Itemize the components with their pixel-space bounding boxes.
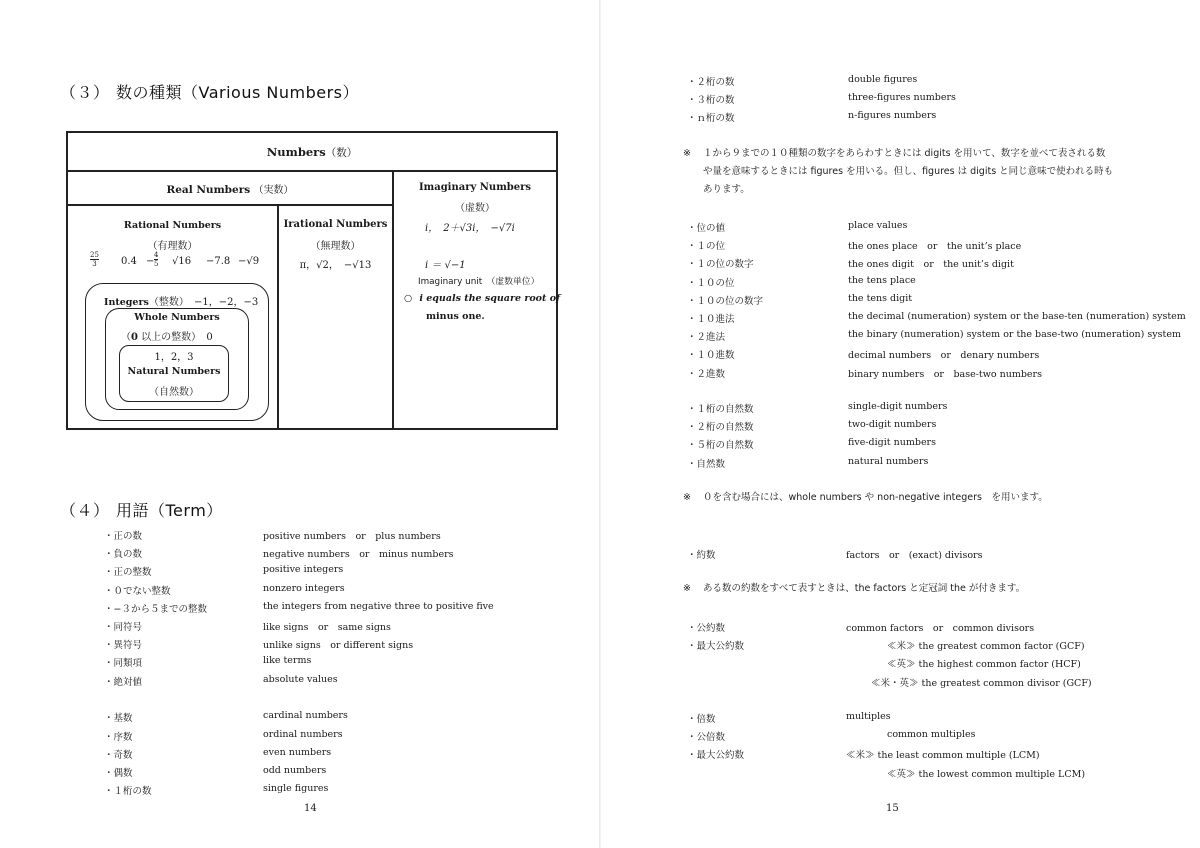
term-japanese: ・正の数: [104, 531, 143, 542]
term-english: the integers from negative three to positive five: [263, 600, 494, 612]
term-english: natural numbers: [848, 455, 929, 467]
term-row: [687, 766, 1187, 784]
rational-numbers-ja: （有理数）: [147, 241, 198, 252]
term-japanese: ・序数: [104, 731, 133, 743]
term-japanese: ・異符号: [104, 640, 143, 652]
page-number-right: 15: [886, 803, 899, 814]
term-row: [687, 456, 1187, 474]
rational-example-fraction-1: 25 3: [90, 251, 99, 268]
term-japanese: ・３桁の数: [687, 95, 735, 107]
rational-example-neg-decimal: −7.8: [206, 256, 231, 267]
term-japanese: ・２進数: [687, 368, 726, 380]
term-japanese: ・偶数: [104, 767, 133, 779]
term-japanese: ・１０進法: [687, 314, 735, 325]
term-row: [687, 238, 1187, 256]
imaginary-unit-label: Imaginary unit （虚数単位）: [418, 277, 540, 287]
term-row: [687, 675, 1187, 693]
term-row: [104, 528, 604, 546]
rational-example-sqrt16: √16: [172, 256, 192, 267]
section-heading-3: [60, 80, 359, 103]
term-row: [687, 293, 1187, 311]
term-english: the binary (numeration) system or the base-two (numeration) system: [848, 329, 1181, 341]
term-row: [104, 747, 604, 765]
term-row: [104, 765, 604, 783]
term-japanese: ・約数: [687, 550, 716, 561]
term-english: n-figures numbers: [848, 110, 937, 122]
term-japanese: ・負の数: [104, 549, 143, 561]
term-english: the tens place: [848, 274, 916, 286]
term-english: ≪英≫ the highest common factor (HCF): [887, 659, 1081, 671]
term-japanese: ・最大公約数: [687, 750, 745, 762]
term-japanese: ・１０の位: [687, 277, 735, 289]
term-english: the decimal (numeration) system or the base-ten (numeration) system: [848, 311, 1186, 322]
term-japanese: ・２桁の自然数: [687, 422, 754, 434]
left-page: [0, 0, 599, 848]
section-heading-4: [60, 498, 223, 521]
term-row: [104, 783, 604, 801]
term-row: [104, 546, 604, 564]
note-mark: ※: [683, 148, 691, 159]
section-number: （４）: [60, 501, 110, 520]
term-english: negative numbers or minus numbers: [263, 549, 454, 561]
term-english: common multiples: [887, 729, 976, 741]
term-english: place values: [848, 220, 908, 231]
term-japanese: ・１桁の数: [104, 786, 152, 798]
term-english: multiples: [846, 711, 891, 722]
term-japanese: ・正の整数: [104, 567, 152, 579]
term-row: [104, 601, 604, 619]
term-row: [687, 256, 1187, 274]
term-english: double figures: [848, 74, 918, 85]
term-english: three-figures numbers: [848, 92, 956, 104]
term-row: [104, 564, 604, 582]
note-the-factors: ※ ある数の約数をすべて表すときは、the factors と定冠詞 the が付きます。: [683, 580, 1163, 598]
term-japanese: ・１０の位の数字: [687, 295, 764, 307]
rational-example-fraction-2: 4 5: [154, 251, 159, 268]
term-row: [687, 311, 1187, 329]
natural-numbers-ja: （自然数）: [149, 387, 199, 398]
term-japanese: ・最大公約数: [687, 641, 745, 653]
term-row: [687, 110, 1187, 128]
term-row: [104, 729, 604, 747]
term-english: single figures: [263, 783, 329, 795]
term-row: [687, 747, 1187, 765]
imaginary-note-line2: minus one.: [426, 311, 485, 322]
whole-numbers-label: Whole Numbers: [134, 312, 220, 323]
real-numbers-label: Real Numbers （実数）: [166, 184, 294, 196]
term-row: [104, 655, 604, 673]
term-japanese: ・同類項: [104, 658, 143, 670]
term-english: cardinal numbers: [263, 710, 348, 722]
integers-label: Integers（整数） −1，−2，−3: [104, 297, 259, 308]
term-japanese: ・２桁の数: [687, 77, 735, 88]
term-english: like terms: [263, 655, 312, 667]
term-row: [104, 710, 604, 728]
imaginary-numbers-ja: （虚数）: [455, 203, 495, 214]
term-english: absolute values: [263, 673, 338, 685]
term-japanese: ・奇数: [104, 749, 133, 761]
term-japanese: ・同符号: [104, 622, 143, 633]
note-whole-numbers: ※ ０を含む場合には、whole numbers や non-negative integers を用います。: [683, 489, 1163, 507]
term-english: factors or (exact) divisors: [846, 550, 983, 561]
divider-numbers: [68, 170, 556, 172]
term-row: [687, 437, 1187, 455]
term-row: [104, 619, 604, 637]
section-title: 数の種類（Various Numbers）: [116, 83, 359, 102]
term-row: [104, 674, 604, 692]
term-row: [687, 347, 1187, 365]
term-row: [687, 547, 1187, 565]
term-row: [687, 656, 1187, 674]
term-japanese: ・絶対値: [104, 676, 143, 688]
imaginary-note: ○ i equals the square root of: [404, 293, 561, 304]
irrational-numbers-label: Irational Numbers: [283, 219, 388, 230]
term-japanese: ・−３から５までの整数: [104, 603, 207, 615]
term-row: [687, 638, 1187, 656]
term-english: ordinal numbers: [263, 728, 343, 740]
irrational-numbers-ja: （無理数）: [310, 241, 361, 252]
term-row: [687, 92, 1187, 110]
term-english: ≪米≫ the least common multiple (LCM): [846, 750, 1040, 762]
term-japanese: ・１の位: [687, 241, 726, 253]
term-english: binary numbers or base-two numbers: [848, 368, 1042, 380]
term-japanese: ・ｎ桁の数: [687, 113, 735, 125]
term-english: the ones digit or the unit’s digit: [848, 259, 1014, 271]
rational-example-neg-sign: −: [146, 256, 155, 267]
term-row: [687, 711, 1187, 729]
term-english: ≪英≫ the lowest common multiple LCM): [887, 768, 1086, 780]
term-japanese: ・公約数: [687, 623, 726, 634]
whole-numbers-ja: （0 以上の整数） 0: [121, 332, 213, 343]
imaginary-numbers-label: Imaginary Numbers: [418, 182, 532, 193]
note-digits-figures: ※ １から９までの１０種類の数字をあらわすときには digits を用いて、数字を並べて表される数 や量を意味するときには figures を用いる。但し、figures は digits と同じ意味で使われる時も あります。: [683, 145, 1163, 199]
number-types-diagram: [66, 131, 561, 430]
section-title: 用語（Term）: [116, 501, 223, 520]
term-english: unlike signs or different signs: [263, 640, 414, 652]
term-japanese: ・１桁の自然数: [687, 404, 754, 415]
note-mark: ※: [683, 583, 691, 594]
term-row: [687, 620, 1187, 638]
term-english: five-digit numbers: [848, 437, 936, 449]
irrational-examples: π，√2， −√13: [299, 260, 372, 271]
term-row: [687, 74, 1187, 92]
term-english: two-digit numbers: [848, 419, 937, 431]
term-english: the ones place or the unit’s place: [848, 241, 1022, 253]
term-row: [687, 275, 1187, 293]
imaginary-unit-equation: i ＝ √−1: [425, 260, 466, 271]
natural-examples: 1，2，3: [154, 352, 194, 363]
term-row: [687, 366, 1187, 384]
term-row: [687, 729, 1187, 747]
section-number: （３）: [60, 83, 110, 102]
term-row: [104, 583, 604, 601]
term-english: odd numbers: [263, 764, 327, 776]
rational-example-neg-sqrt9: −√9: [238, 256, 260, 267]
term-english: nonzero integers: [263, 582, 345, 594]
term-english: common factors or common divisors: [846, 623, 1035, 634]
term-row: [687, 419, 1187, 437]
term-japanese: ・１０進数: [687, 350, 735, 362]
right-page: [601, 0, 1200, 848]
term-row: [687, 401, 1187, 419]
divider-real: [68, 204, 393, 206]
term-english: positive numbers or plus numbers: [263, 531, 441, 542]
term-japanese: ・５桁の自然数: [687, 440, 754, 452]
term-english: like signs or same signs: [263, 622, 391, 633]
term-english: positive integers: [263, 564, 344, 576]
rational-example-decimal: 0.4: [121, 256, 137, 267]
rational-numbers-label: Rational Numbers: [123, 220, 222, 231]
term-english: decimal numbers or denary numbers: [848, 350, 1040, 362]
term-japanese: ・公倍数: [687, 732, 726, 744]
term-english: the tens digit: [848, 292, 913, 304]
term-row: [687, 329, 1187, 347]
term-japanese: ・基数: [104, 713, 133, 725]
term-japanese: ・０でない整数: [104, 585, 171, 597]
note-mark: ※: [683, 492, 691, 503]
term-english: even numbers: [263, 746, 332, 758]
numbers-label: Numbers（数）: [266, 145, 358, 159]
term-row: [104, 637, 604, 655]
term-japanese: ・２進法: [687, 332, 726, 344]
term-japanese: ・倍数: [687, 714, 716, 725]
bullet-circle-icon: ○: [404, 293, 413, 304]
term-english: ≪米・英≫ the greatest common divisor (GCF): [871, 677, 1092, 689]
imaginary-examples: i， 2＋√3i， −√7i: [425, 223, 515, 234]
term-english: ≪米≫ the greatest common factor (GCF): [887, 641, 1085, 653]
natural-numbers-label: Natural Numbers: [127, 366, 221, 377]
term-english: single-digit numbers: [848, 401, 948, 412]
term-japanese: ・１の位の数字: [687, 259, 754, 271]
page-number-left: 14: [304, 803, 317, 814]
term-row: [687, 220, 1187, 238]
term-japanese: ・自然数: [687, 458, 726, 470]
term-japanese: ・位の値: [687, 223, 726, 234]
